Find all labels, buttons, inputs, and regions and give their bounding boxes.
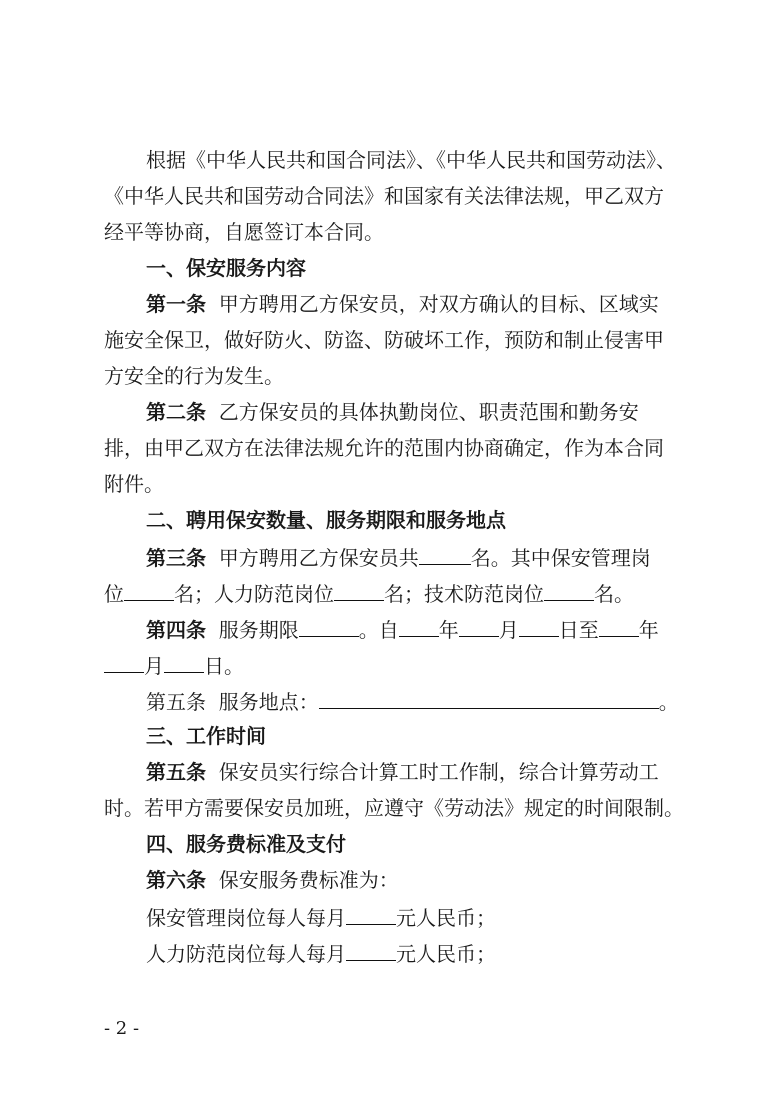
article-label: 第二条 bbox=[146, 400, 206, 424]
article-4-line-2: 月 日。 bbox=[104, 652, 244, 678]
section-heading-1: 一、保安服务内容 bbox=[146, 256, 306, 280]
blank-technical-count bbox=[544, 580, 594, 601]
blank-start-year bbox=[399, 616, 439, 637]
article-1-line-2: 施安全保卫，做好防火、防盗、防破坏工作，预防和制止侵害甲 bbox=[104, 328, 664, 352]
blank-end-month bbox=[104, 652, 144, 673]
intro-line-3: 经平等协商，自愿签订本合同。 bbox=[104, 220, 384, 244]
blank-total-guards bbox=[419, 544, 471, 565]
article-label: 第四条 bbox=[146, 618, 206, 642]
section-heading-2: 二、聘用保安数量、服务期限和服务地点 bbox=[146, 508, 506, 532]
article-label: 第五条 bbox=[146, 690, 206, 714]
article-work-time-line-2: 时。若甲方需要保安员加班，应遵守《劳动法》规定的时间限制。 bbox=[104, 796, 684, 820]
article-label: 第三条 bbox=[146, 546, 206, 570]
article-4-line-1: 第四条 服务期限 。自 年 月 日至 年 bbox=[146, 618, 659, 642]
blank-end-day bbox=[164, 652, 204, 673]
blank-service-location bbox=[319, 688, 659, 709]
blank-start-day bbox=[519, 616, 559, 637]
blank-service-term bbox=[299, 616, 359, 637]
article-5-location: 第五条 服务地点： 。 bbox=[146, 690, 679, 714]
section-heading-3: 三、工作时间 bbox=[146, 724, 266, 748]
intro-line-2: 《中华人民共和国劳动合同法》和国家有关法律法规，甲乙双方 bbox=[104, 184, 664, 208]
blank-management-count bbox=[124, 580, 174, 601]
article-6-line: 第六条 保安服务费标准为： bbox=[146, 868, 399, 892]
fee-management-line: 保安管理岗位每人每月 元人民币； bbox=[146, 906, 496, 930]
article-1-line-1: 第一条 甲方聘用乙方保安员，对双方确认的目标、区域实 bbox=[146, 292, 659, 316]
intro-line-1: 根据《中华人民共和国合同法》、《中华人民共和国劳动法》、 bbox=[146, 148, 676, 172]
article-label: 第六条 bbox=[146, 868, 206, 892]
article-1-line-3: 方安全的行为发生。 bbox=[104, 364, 284, 388]
fee-manpower-line: 人力防范岗位每人每月 元人民币； bbox=[146, 942, 496, 966]
article-2-line-3: 附件。 bbox=[104, 472, 164, 496]
article-3-line-2: 位 名；人力防范岗位 名；技术防范岗位 名。 bbox=[104, 582, 634, 606]
article-label: 第五条 bbox=[146, 760, 206, 784]
article-3-line-1: 第三条 甲方聘用乙方保安员共 名。其中保安管理岗 bbox=[146, 546, 651, 570]
blank-manpower-fee bbox=[346, 940, 396, 961]
article-2-line-1: 第二条 乙方保安员的具体执勤岗位、职责范围和勤务安 bbox=[146, 400, 639, 424]
blank-start-month bbox=[459, 616, 499, 637]
article-work-time-line-1: 第五条 保安员实行综合计算工时工作制，综合计算劳动工 bbox=[146, 760, 659, 784]
blank-management-fee bbox=[346, 904, 396, 925]
blank-manpower-count bbox=[334, 580, 384, 601]
article-label: 第一条 bbox=[146, 292, 206, 316]
page-number: - 2 - bbox=[104, 1018, 140, 1039]
blank-end-year bbox=[599, 616, 639, 637]
article-2-line-2: 排，由甲乙双方在法律法规允许的范围内协商确定，作为本合同 bbox=[104, 436, 664, 460]
section-heading-4: 四、服务费标准及支付 bbox=[146, 832, 346, 856]
